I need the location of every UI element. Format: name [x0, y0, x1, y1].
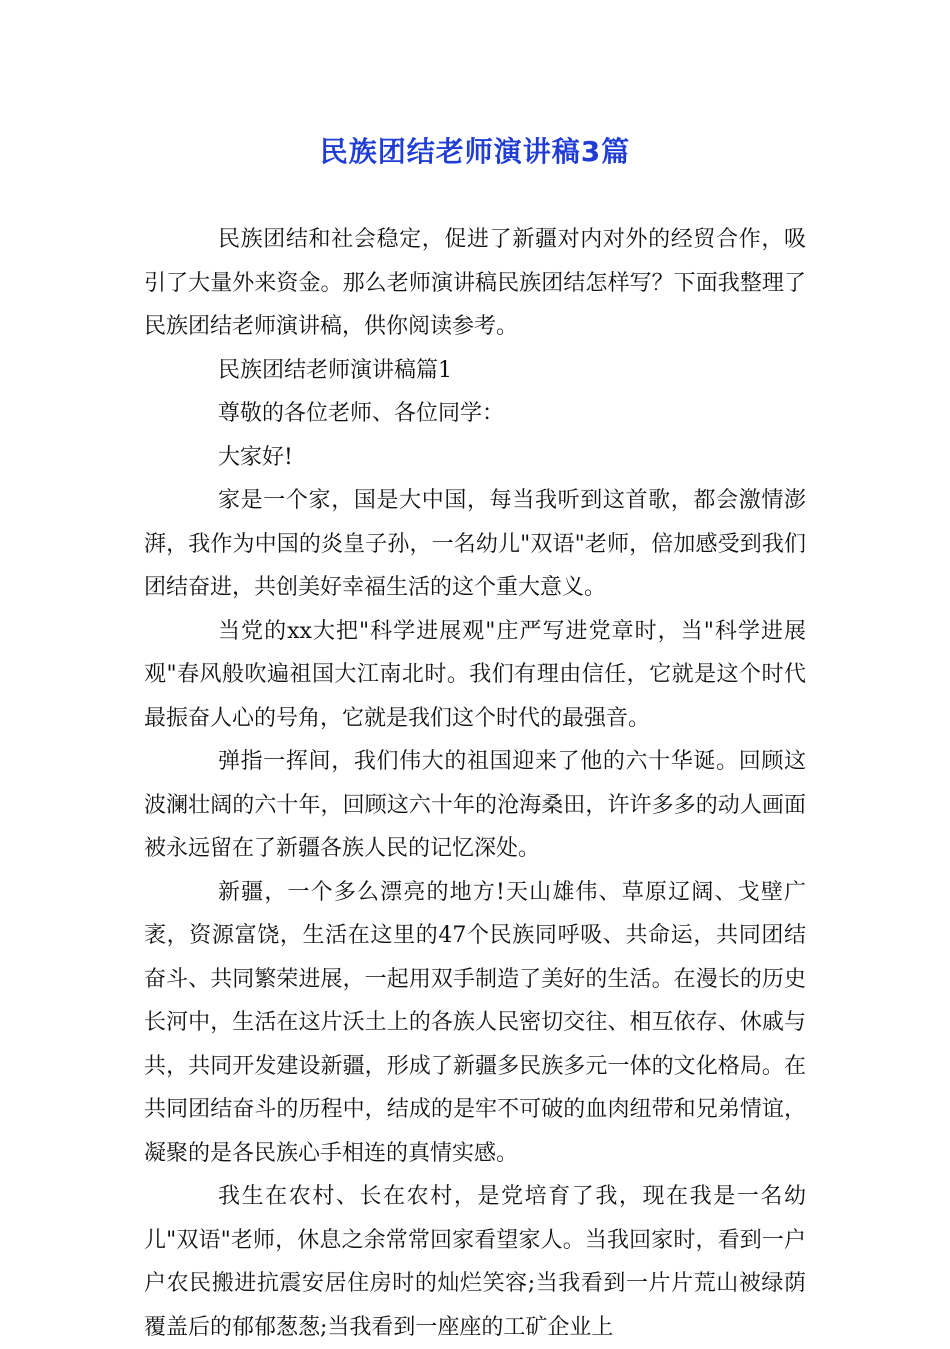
- paragraph-section-heading: 民族团结老师演讲稿篇1: [218, 357, 452, 383]
- paragraph-greeting: 大家好!: [218, 444, 293, 470]
- paragraph-body: 家是一个家，国是大中国，每当我听到这首歌，都会激情澎湃，我作为中国的炎皇子孙，一名幼儿"双语"老师，倍加感受到我们团结奋进，共创美好幸福生活的这个重大意义。: [144, 488, 806, 600]
- paragraph-body: 我生在农村、长在农村，是党培育了我，现在我是一名幼儿"双语"老师，休息之余常常回家看望家人。当我回家时，看到一户户农民搬进抗震安居住房时的灿烂笑容;当我看到一片片荒山被绿荫覆盖后的郁郁葱葱;当我看到一座座的工矿企业上: [144, 1184, 806, 1340]
- paragraph-body: 弹指一挥间，我们伟大的祖国迎来了他的六十华诞。回顾这波澜壮阔的六十年，回顾这六十年的沧海桑田，许许多多的动人画面被永远留在了新疆各族人民的记忆深处。: [144, 749, 806, 861]
- paragraph-intro: 民族团结和社会稳定，促进了新疆对内对外的经贸合作，吸引了大量外来资金。那么老师演讲稿民族团结怎样写？下面我整理了民族团结老师演讲稿，供你阅读参考。: [144, 227, 806, 339]
- paragraph-body: 新疆，一个多么漂亮的地方!天山雄伟、草原辽阔、戈壁广袤，资源富饶，生活在这里的47个民族同呼吸、共命运，共同团结奋斗、共同繁荣进展，一起用双手制造了美好的生活。在漫长的历史长河中，生活在这片沃土上的各族人民密切交往、相互依存、休戚与共，共同开发建设新疆，形成了新疆多民族多元一体的文化格局。在共同团结奋斗的历程中，结成的是牢不可破的血肉纽带和兄弟情谊，凝聚的是各民族心手相连的真情实感。: [144, 879, 806, 1166]
- paragraph-salutation: 尊敬的各位老师、各位同学：: [218, 401, 505, 426]
- paragraph-body: 当党的xx大把"科学进展观"庄严写进党章时，当"科学进展观"春风般吹遍祖国大江南北时。我们有理由信任，它就是这个时代最振奋人心的号角，它就是我们这个时代的最强音。: [144, 618, 806, 731]
- document-title: 民族团结老师演讲稿3篇: [319, 135, 631, 168]
- document-body: [144, 218, 806, 1349]
